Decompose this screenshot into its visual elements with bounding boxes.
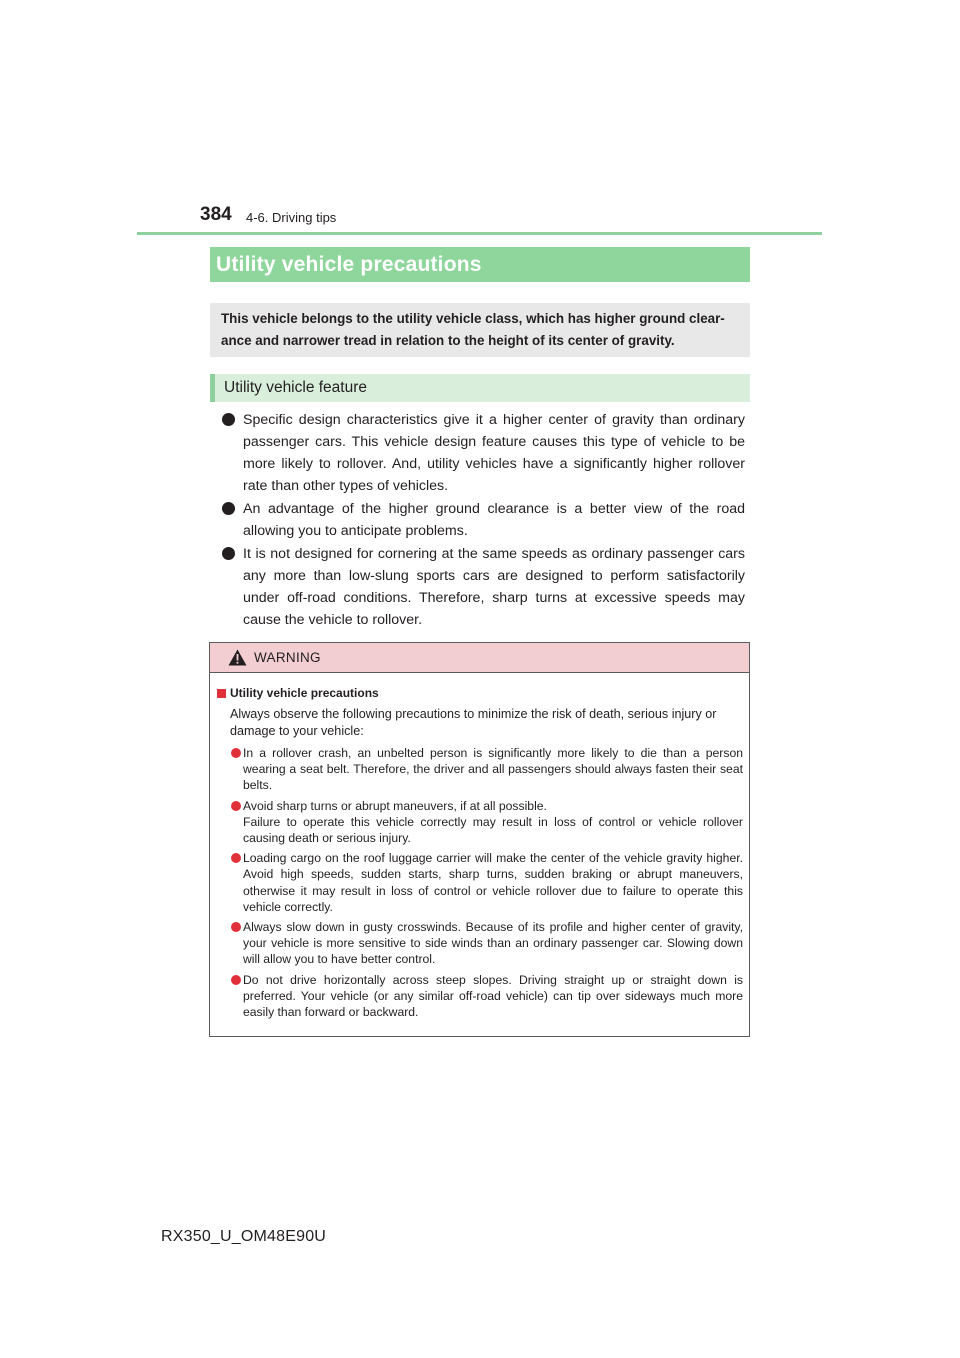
- warning-item-text: Avoid sharp turns or abrupt maneuvers, if at all possible. Failure to operate this vehicle correctly may result in loss of control or vehicle rollover causing death or serious injury.: [243, 798, 743, 846]
- warning-item: [217, 972, 743, 1021]
- intro-box: [210, 303, 750, 357]
- section-label: 4-6. Driving tips: [246, 210, 337, 225]
- bullet-dot-icon: [222, 502, 235, 515]
- title-bar: [210, 247, 750, 282]
- red-bullet-icon: [231, 748, 241, 758]
- warning-item: [217, 798, 743, 847]
- warning-heading-row: [217, 686, 743, 700]
- warning-item-text: Loading cargo on the roof luggage carrier will make the center of the vehicle gravity higher. Avoid high speeds, sudden starts, sharp turns, sudden braking or abrupt maneuvers, otherwise it may result in loss of control or vehicle rollover due to failure to operate this vehicle correctly.: [243, 851, 743, 914]
- intro-text: This vehicle belongs to the utility vehicle class, which has higher ground clear-ance and narrower tread in relation to the height of its center of gravity.: [221, 311, 725, 348]
- warning-body: [210, 673, 749, 1020]
- page-number: 384: [200, 204, 232, 225]
- warning-header: [210, 643, 749, 673]
- feature-bullet-text: An advantage of the higher ground clearance is a better view of the road allowing you to anticipate problems.: [243, 501, 745, 539]
- warning-item: [217, 745, 743, 794]
- red-square-icon: [217, 689, 226, 698]
- warning-item: [217, 850, 743, 915]
- warning-intro: Always observe the following precautions to minimize the risk of death, serious injury or damage to your vehicle:: [230, 707, 717, 738]
- bullet-dot-icon: [222, 413, 235, 426]
- red-bullet-icon: [231, 922, 241, 932]
- red-bullet-icon: [231, 853, 241, 863]
- warning-item-text: In a rollover crash, an unbelted person is significantly more likely to die than a person wearing a seat belt. Therefore, the driver and all passengers should always fasten their seat belts.: [243, 746, 743, 793]
- header-rule: [137, 232, 822, 235]
- red-bullet-icon: [231, 975, 241, 985]
- page-title: Utility vehicle precautions: [216, 252, 482, 276]
- feature-bullet: [222, 543, 745, 631]
- feature-bullet-text: It is not designed for cornering at the same speeds as ordinary passenger cars any more than low-slung sports cars are designed to perform satisfactorily under off-road conditions. Therefore, sharp turns at excessive speeds may cause the vehicle to rollover.: [243, 546, 745, 628]
- bullet-dot-icon: [222, 547, 235, 560]
- feature-subheading: Utility vehicle feature: [224, 379, 368, 396]
- warning-box: [209, 642, 750, 1037]
- feature-bullet-text: Specific design characteristics give it a higher center of gravity than ordinary passenger cars. This vehicle design feature causes this type of vehicle to be more likely to rollover. And, utility vehicles have a significantly higher rollover rate than other types of vehicles.: [243, 412, 745, 494]
- feature-bullet: [222, 498, 745, 542]
- warning-item-text: Always slow down in gusty crosswinds. Because of its profile and higher center of gravity, your vehicle is more sensitive to side winds than an ordinary passenger car. Slowing down will allow you to have better control.: [243, 920, 743, 967]
- warning-label: WARNING: [254, 650, 321, 665]
- feature-bullet-list: [222, 409, 745, 632]
- warning-item: [217, 919, 743, 968]
- warning-triangle-icon: [228, 649, 247, 666]
- red-bullet-icon: [231, 801, 241, 811]
- feature-bullet: [222, 409, 745, 497]
- warning-list: [217, 745, 743, 1020]
- warning-heading: Utility vehicle precautions: [230, 686, 379, 700]
- document-code-footer: RX350_U_OM48E90U: [161, 1228, 327, 1245]
- warning-item-text: Do not drive horizontally across steep slopes. Driving straight up or straight down is preferred. Your vehicle (or any similar off-road vehicle) can tip over sideways much more easily than forward or backward.: [243, 972, 743, 1020]
- feature-subheading-bar: [210, 374, 750, 402]
